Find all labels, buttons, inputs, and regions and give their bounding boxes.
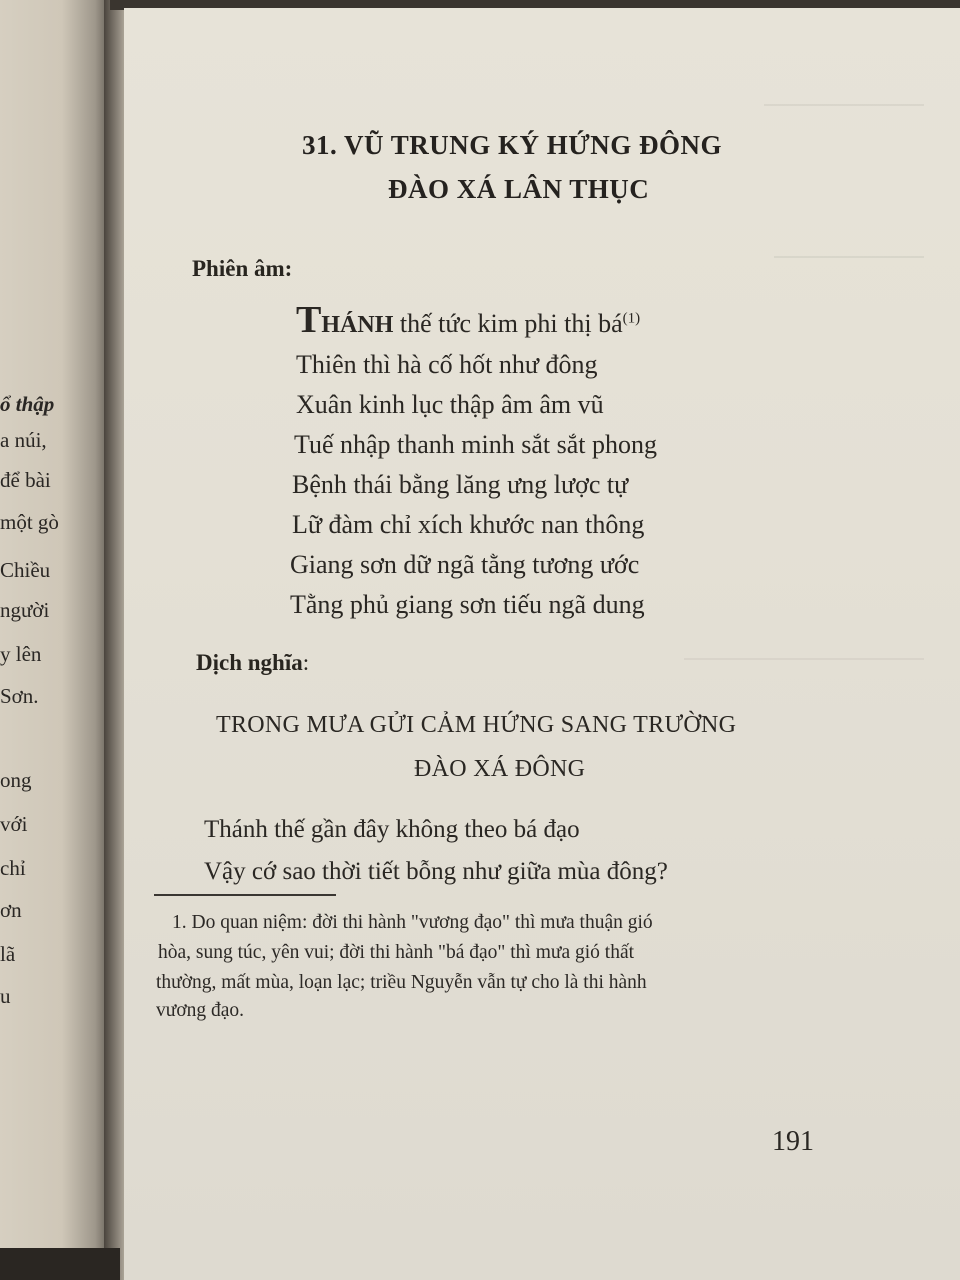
- dich-nghia-label-text: Dịch nghĩa: [196, 650, 303, 675]
- footnote-line: thường, mất mùa, loạn lạc; triều Nguyễn vẫn tự cho là thi hành: [156, 972, 647, 993]
- verse-line: Xuân kinh lục thập âm âm vũ: [296, 390, 604, 419]
- verse-line: Thiên thì hà cố hốt như đông: [296, 350, 598, 379]
- left-page-fragment: lã: [0, 942, 16, 966]
- verse-line: Tuế nhập thanh minh sắt sắt phong: [294, 430, 658, 459]
- bleed-through-shading: [684, 658, 924, 660]
- page-number: 191: [772, 1126, 814, 1157]
- left-page-fragment: ổ thập: [0, 392, 55, 416]
- verse-line: Giang sơn dữ ngã tằng tương ước: [290, 550, 640, 579]
- left-page-fragment: u: [0, 984, 11, 1008]
- translation-line: Thánh thế gần đây không theo bá đạo: [204, 816, 580, 843]
- footnote-line: 1. Do quan niệm: đời thi hành "vương đạo" thì mưa thuận gió: [172, 912, 653, 933]
- left-page-fragment: để bài: [0, 468, 51, 492]
- translation-line: Vậy cớ sao thời tiết bỗng như giữa mùa đông?: [204, 858, 668, 885]
- bleed-through-shading: [774, 256, 924, 258]
- left-page-fragment: người: [0, 598, 50, 622]
- translation-title-line-2: ĐÀO XÁ ĐÔNG: [414, 756, 586, 782]
- poem-title-line-2: ĐÀO XÁ LÂN THỤC: [388, 174, 650, 204]
- left-page-fragment: Sơn.: [0, 684, 39, 708]
- small-caps-word: HÁNH: [321, 312, 394, 338]
- verse-line-1-text: thế tức kim phi thị bá: [393, 309, 623, 338]
- left-page-fragment: ơn: [0, 898, 22, 922]
- verse-line: Lữ đàm chỉ xích khước nan thông: [292, 510, 645, 539]
- left-page-fragment: với: [0, 812, 28, 836]
- left-page-fragment: ong: [0, 768, 32, 792]
- left-page-fragment: y lên: [0, 642, 42, 666]
- footnote-line: vương đạo.: [156, 1000, 245, 1021]
- bleed-through-shading: [764, 104, 924, 106]
- left-page-fragment: a núi,: [0, 428, 47, 452]
- verse-line: Tằng phủ giang sơn tiếu ngã dung: [290, 590, 645, 619]
- book-page: [124, 8, 960, 1280]
- left-page-fragment: chỉ: [0, 856, 26, 880]
- left-page-fragment: một gò: [0, 510, 59, 534]
- dich-nghia-label: [196, 650, 309, 676]
- previous-page-edge: [0, 0, 112, 1280]
- dich-nghia-colon: :: [302, 650, 310, 675]
- footnote-marker: (1): [622, 310, 641, 327]
- left-page-fragment: Chiều: [0, 558, 51, 582]
- footnote-line: hòa, sung túc, yên vui; đời thi hành "bá đạo" thì mưa gió thất: [158, 942, 635, 963]
- phien-am-label: Phiên âm:: [192, 256, 293, 281]
- page-corner-shadow: [0, 1248, 120, 1280]
- poem-title-line-1: 31. VŨ TRUNG KÝ HỨNG ĐÔNG: [302, 130, 723, 160]
- verse-line: Bệnh thái bằng lăng ưng lược tự: [292, 470, 629, 499]
- translation-title-line-1: TRONG MƯA GỬI CẢM HỨNG SANG TRƯỜNG: [216, 712, 737, 738]
- footnote-separator: [154, 894, 336, 896]
- drop-cap-letter: T: [296, 299, 322, 341]
- verse-line-1: [296, 298, 640, 342]
